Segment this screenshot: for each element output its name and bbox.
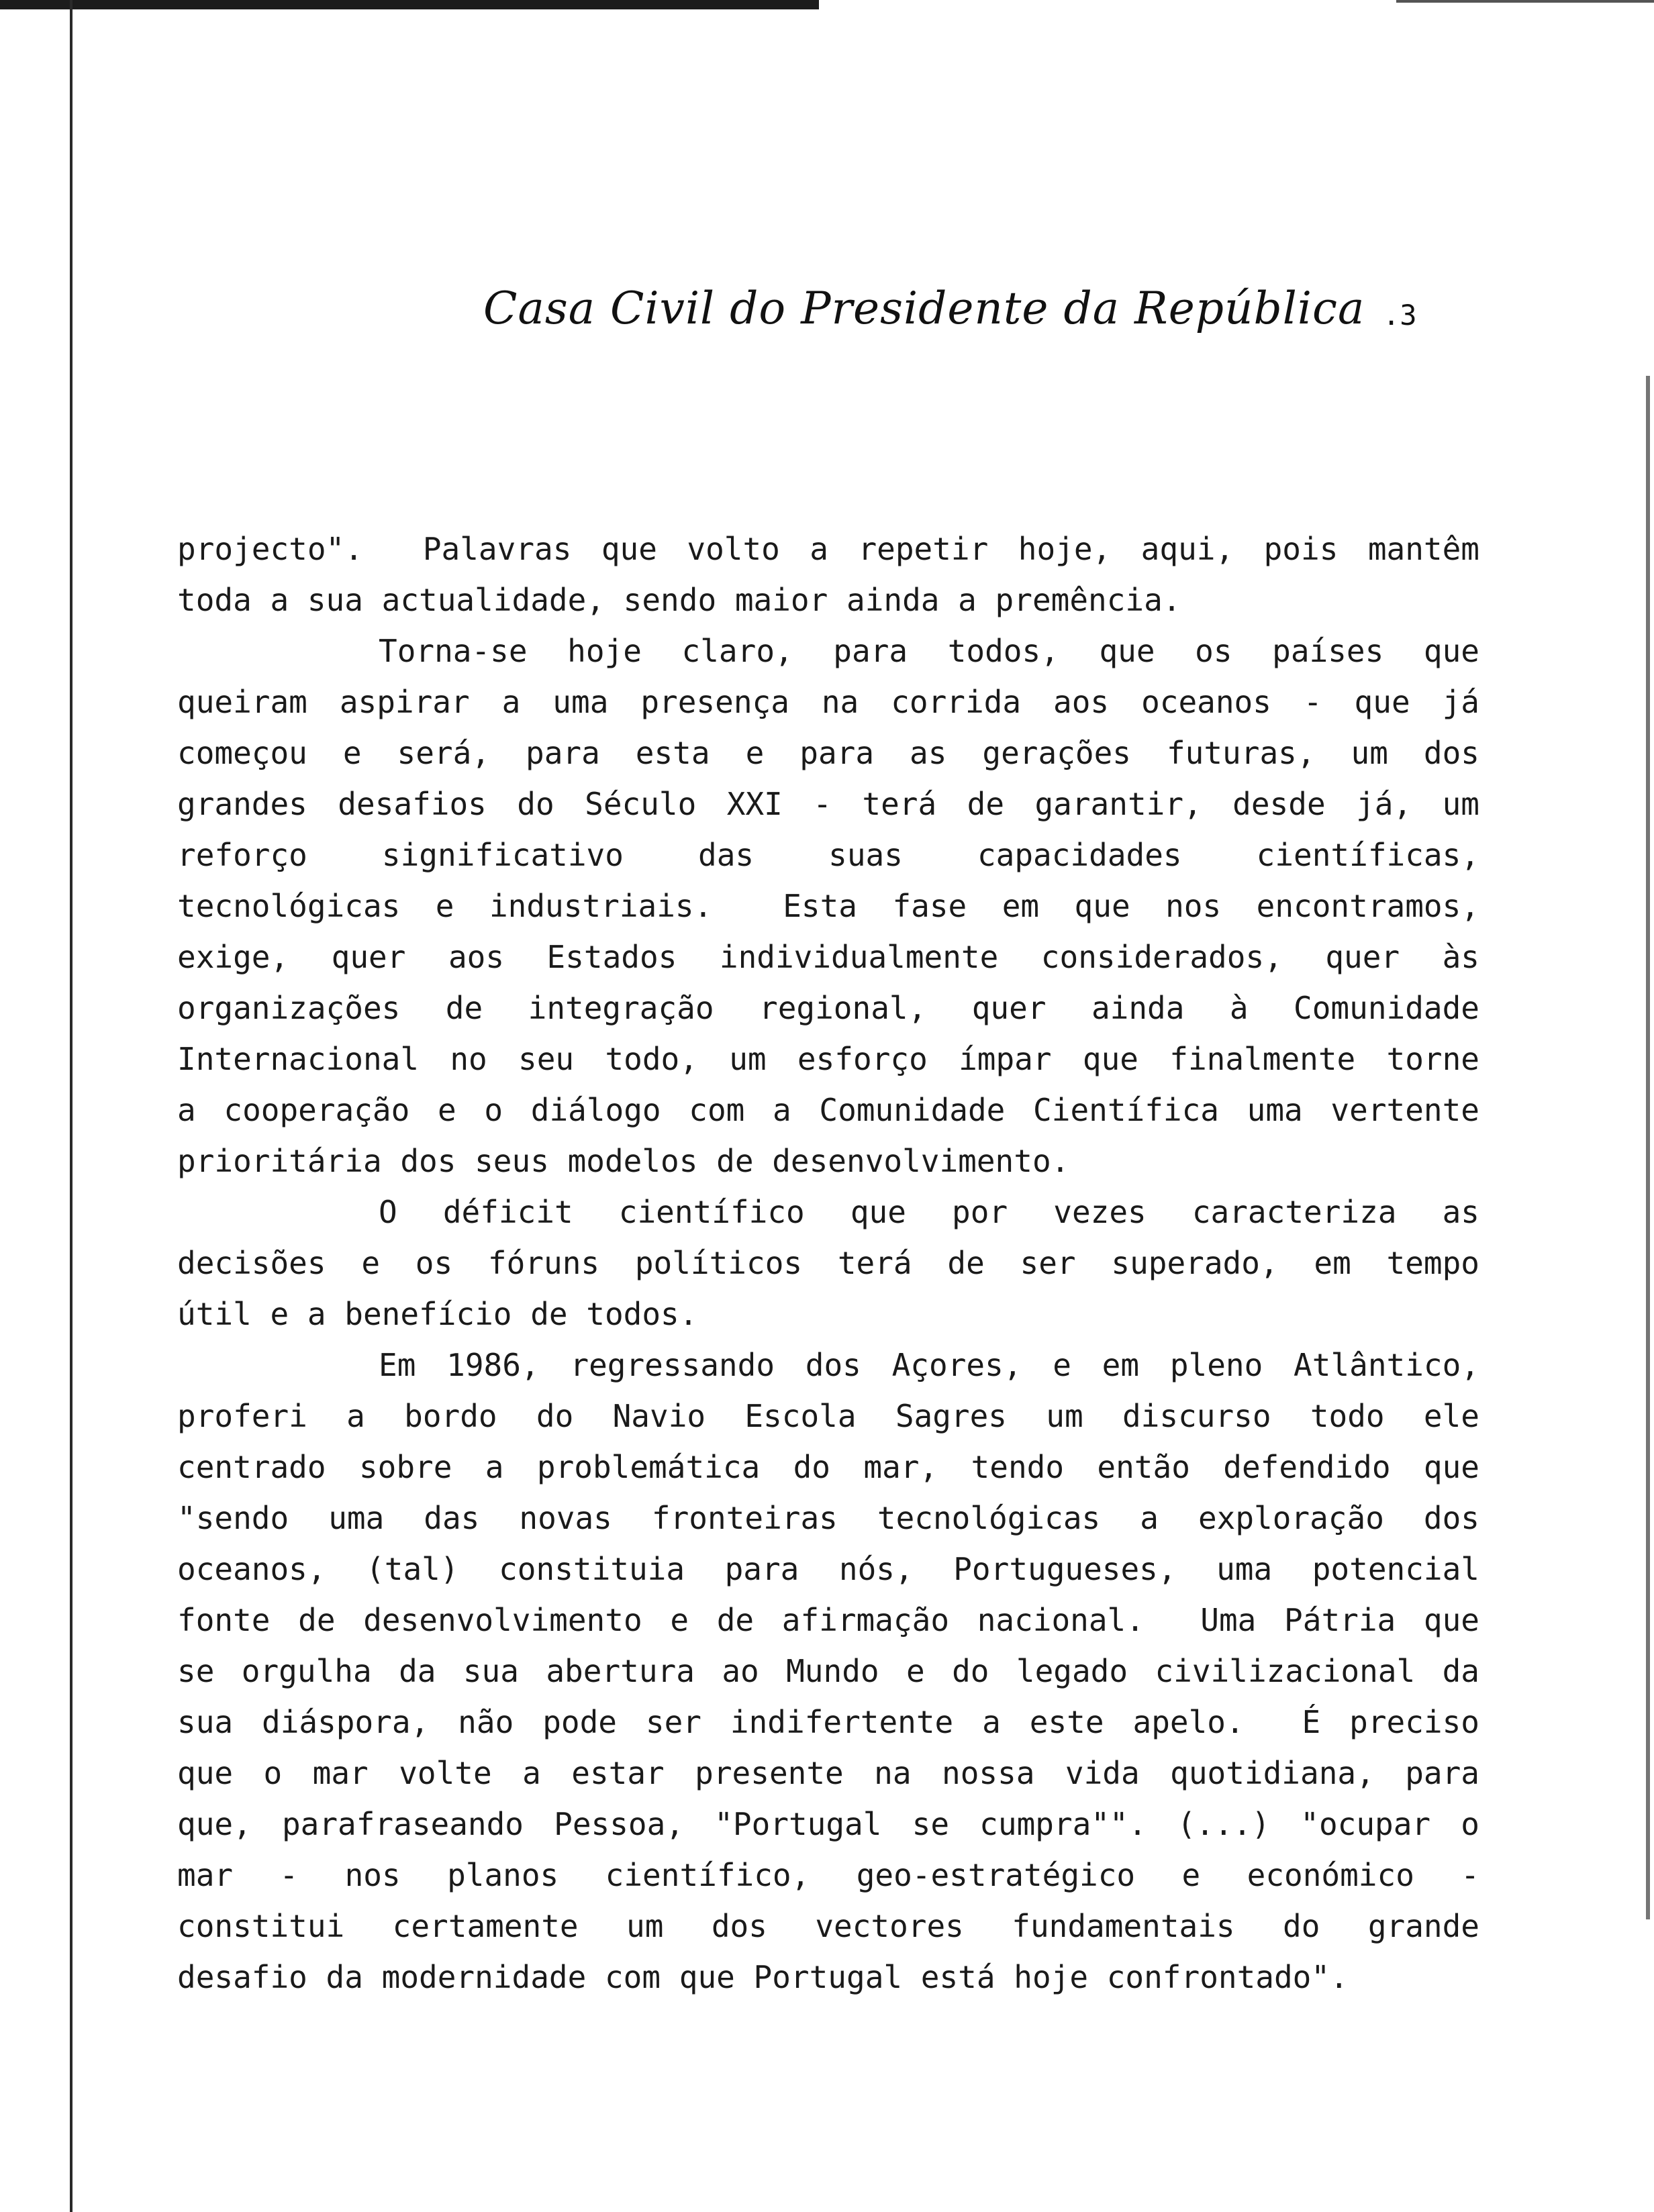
scan-left-margin-line [70, 0, 72, 2212]
text-line: toda a sua actualidade, sendo maior ainda a premência. [177, 582, 1181, 618]
text-line: se orgulha da sua abertura ao Mundo e do legado civilizacional da [177, 1653, 1479, 1689]
text-line: mar - nos planos científico, geo-estratégico e económico - [177, 1857, 1479, 1893]
text-line: fonte de desenvolvimento e de afirmação nacional. Uma Pátria que [177, 1602, 1479, 1638]
text-line: que o mar volte a estar presente na nossa vida quotidiana, para [177, 1755, 1479, 1791]
text-line: sua diáspora, não pode ser indifertente a este apelo. É preciso [177, 1704, 1479, 1740]
text-line: desafio da modernidade com que Portugal está hoje confrontado". [177, 1959, 1349, 1995]
text-line: começou e será, para esta e para as gerações futuras, um dos [177, 735, 1479, 771]
text-line: projecto". Palavras que volto a repetir hoje, aqui, pois mantêm [177, 531, 1479, 567]
scan-right-edge-shadow [1646, 376, 1650, 1919]
text-line: prioritária dos seus modelos de desenvolvimento. [177, 1143, 1070, 1179]
text-line: grandes desafios do Século XXI - terá de garantir, desde já, um [177, 786, 1479, 822]
paragraph-start-line: O déficit científico que por vezes caracteriza as [379, 1194, 1479, 1230]
text-line: centrado sobre a problemática do mar, tendo então defendido que [177, 1449, 1479, 1485]
text-line: Internacional no seu todo, um esforço ímpar que finalmente torne [177, 1041, 1479, 1077]
text-line: tecnológicas e industriais. Esta fase em que nos encontramos, [177, 888, 1479, 924]
text-line: a cooperação e o diálogo com a Comunidade Científica uma vertente [177, 1092, 1479, 1128]
text-line: que, parafraseando Pessoa, "Portugal se cumpra"". (...) "ocupar o [177, 1806, 1479, 1842]
text-line: reforço significativo das suas capacidades científicas, [177, 837, 1479, 873]
text-line: queiram aspirar a uma presença na corrida aos oceanos - que já [177, 684, 1479, 720]
paragraph-start-line: Torna-se hoje claro, para todos, que os países que [379, 633, 1479, 669]
letterhead-title: Casa Civil do Presidente da República [483, 283, 1365, 334]
text-line: decisões e os fóruns políticos terá de ser superado, em tempo [177, 1245, 1479, 1281]
text-line: constitui certamente um dos vectores fundamentais do grande [177, 1908, 1479, 1944]
text-line: útil e a benefício de todos. [177, 1296, 698, 1332]
text-line: exige, quer aos Estados individualmente considerados, quer às [177, 939, 1479, 975]
document-body [177, 523, 1479, 2003]
text-line: "sendo uma das novas fronteiras tecnológicas a exploração dos [177, 1500, 1479, 1536]
text-line: organizações de integração regional, quer ainda à Comunidade [177, 990, 1479, 1026]
text-line: proferi a bordo do Navio Escola Sagres um discurso todo ele [177, 1398, 1479, 1434]
text-line: oceanos, (tal) constituia para nós, Portugueses, uma potencial [177, 1551, 1479, 1587]
paragraph-start-line: Em 1986, regressando dos Açores, e em pleno Atlântico, [379, 1347, 1479, 1383]
scan-top-border-right [1396, 0, 1654, 3]
page-number: .3 [1383, 299, 1417, 332]
scan-top-border [0, 0, 819, 9]
